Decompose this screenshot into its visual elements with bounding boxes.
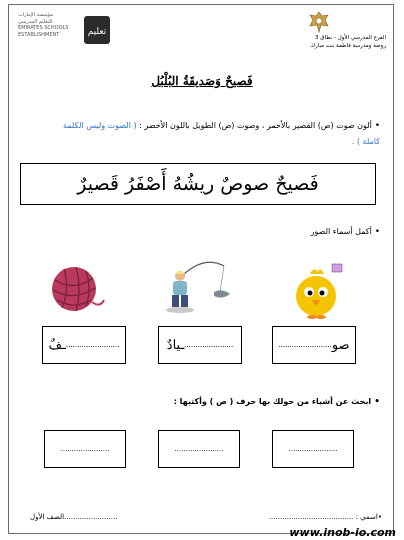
org-line-4: ESTABLISHMENT xyxy=(18,31,60,38)
blank-box-2[interactable] xyxy=(158,430,240,468)
instruction-1 xyxy=(60,118,380,149)
chick-image xyxy=(288,262,346,320)
answer-prefix: صو xyxy=(331,337,350,353)
blank-dots: ...................... xyxy=(288,445,338,453)
school-branch: الفرع المدرسي الأول - نطاق 3 xyxy=(315,35,386,41)
page-title xyxy=(0,74,404,88)
bullet-icon: • xyxy=(371,227,380,237)
word-box-text: فَصيحٌ صوصٌ ريشُهُ أَصْفَرُ قَصيرٌ xyxy=(77,173,319,195)
grade-label: ........................الصف الأول xyxy=(30,513,118,521)
answer-prefix: ـيادٌ xyxy=(166,337,185,353)
instruction-2 xyxy=(160,227,380,237)
answer-box-chick[interactable] xyxy=(272,326,356,364)
bullet-icon: • xyxy=(371,397,380,407)
bullet-icon: • xyxy=(371,121,380,131)
answer-dots: ........................ xyxy=(65,341,120,349)
instruction-3-text: ابحث عن أشياء من حولك بها حرف ( ص ) وأكتبها : xyxy=(173,397,372,406)
student-name-field[interactable]: •اسمي : ...................................... xyxy=(268,513,382,521)
instruction-2-text: أكمل أسماء الصور xyxy=(310,227,372,236)
answer-dots: ........................ xyxy=(278,341,332,349)
answer-box-yarn[interactable] xyxy=(42,326,126,364)
blank-dots: ...................... xyxy=(60,445,110,453)
org-line-2: للتعليم المدرسي xyxy=(18,18,53,25)
uae-emblem-icon xyxy=(308,10,330,34)
instruction-1-note: ( الصوت وليس الكلمة كاملة ) . xyxy=(63,121,380,146)
org-line-1: مؤسسة الإمارات xyxy=(18,12,54,18)
answer-box-fisherman[interactable] xyxy=(158,326,242,364)
answer-prefix: ـفٌ xyxy=(48,337,66,353)
watermark: www.inob-io.com xyxy=(289,526,396,539)
answer-dots: ...................... xyxy=(184,341,234,349)
org-line-3: EMIRATES SCHOOLS xyxy=(18,25,69,31)
blank-box-3[interactable] xyxy=(44,430,126,468)
taaleem-logo xyxy=(82,14,112,46)
fisherman-image xyxy=(158,252,238,314)
blank-box-1[interactable] xyxy=(272,430,354,468)
instruction-1-main: ألون صوت (ص) القصير بالأحمر ، وصوت (ص) الطويل باللون الأخضر : xyxy=(139,121,372,130)
instruction-3 xyxy=(100,397,380,407)
school-info xyxy=(226,34,386,50)
yarn-ball-image xyxy=(46,262,106,316)
school-name: روضة ومدرسة فاطمة بنت مبارك xyxy=(310,43,386,49)
blank-dots: ...................... xyxy=(174,445,224,453)
org-name xyxy=(18,12,80,38)
word-box[interactable] xyxy=(20,163,376,205)
org-header xyxy=(18,12,118,48)
logo-text: تعليم xyxy=(87,27,107,37)
page-title-text: فَصيحٌ وَصَديقَةُ البُلْبُل xyxy=(151,74,253,88)
